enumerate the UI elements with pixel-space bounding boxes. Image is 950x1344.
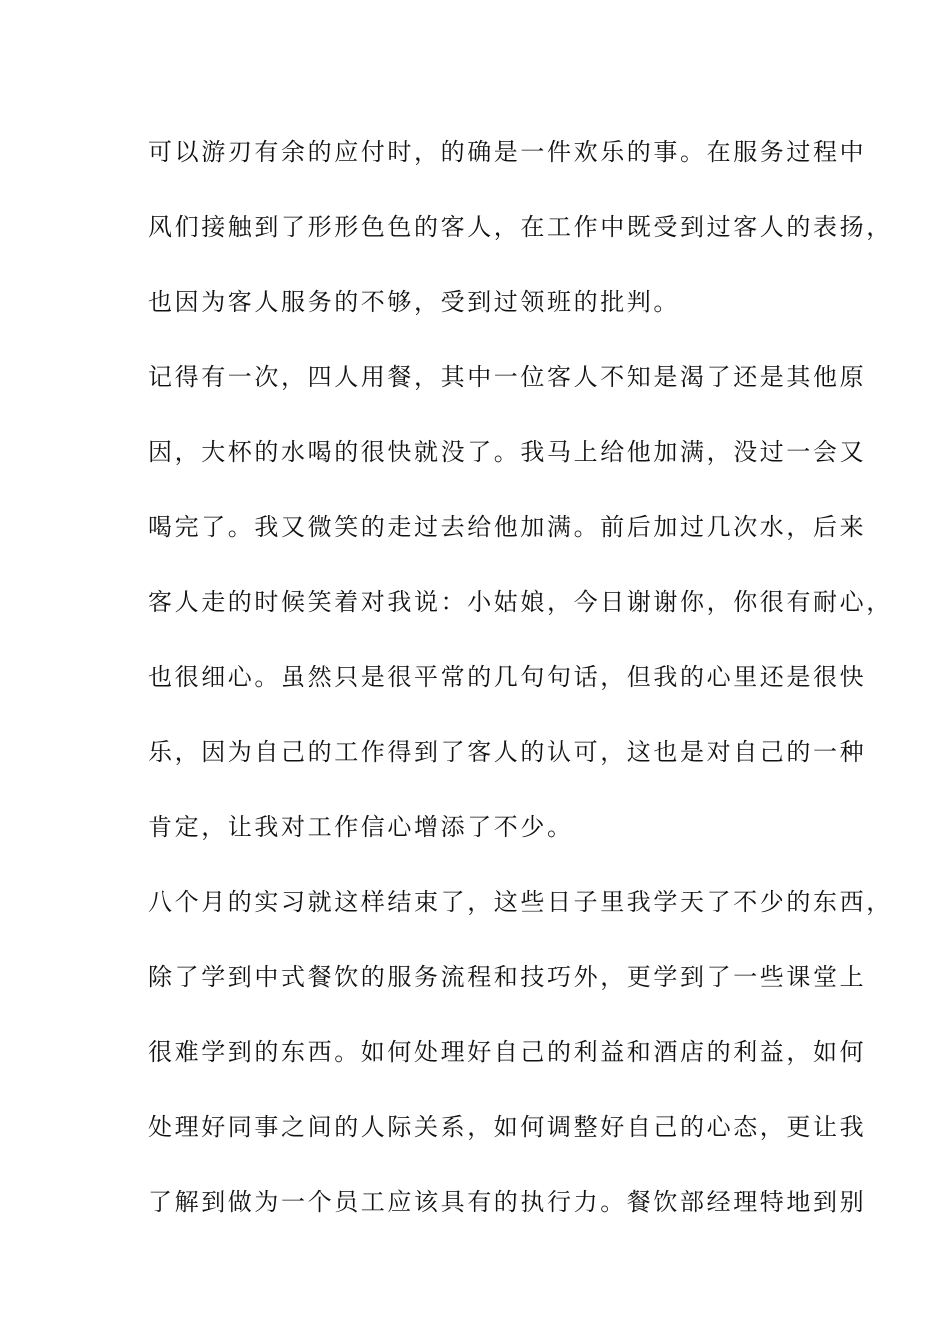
text-line: 很难学到的东西。如何处理好自己的利益和酒店的利益，如何 <box>148 1038 867 1066</box>
text-line: 记得有一次，四人用餐，其中一位客人不知是渴了还是其他原 <box>148 363 867 391</box>
text-line: 处理好同事之间的人际关系，如何调整好自己的心态，更让我 <box>148 1113 867 1141</box>
text-line: 也很细心。虽然只是很平常的几句句话，但我的心里还是很快 <box>148 663 867 691</box>
text-line: 了解到做为一个员工应该具有的执行力。餐饮部经理特地到别 <box>148 1188 867 1216</box>
text-line: 风们接触到了形形色色的客人，在工作中既受到过客人的表扬， <box>148 213 893 241</box>
text-line: 可以游刃有余的应付时，的确是一件欢乐的事。在服务过程中 <box>148 138 867 166</box>
text-line: 八个月的实习就这样结束了，这些日子里我学天了不少的东西， <box>148 888 893 916</box>
text-line: 喝完了。我又微笑的走过去给他加满。前后加过几次水，后来 <box>148 513 867 541</box>
text-line: 除了学到中式餐饮的服务流程和技巧外，更学到了一些课堂上 <box>148 963 867 991</box>
text-line: 客人走的时候笑着对我说：小姑娘，今日谢谢你，你很有耐心， <box>148 588 893 616</box>
text-line: 也因为客人服务的不够，受到过领班的批判。 <box>148 288 680 316</box>
text-line: 乐，因为自己的工作得到了客人的认可，这也是对自己的一种 <box>148 738 867 766</box>
text-line: 因，大杯的水喝的很快就没了。我马上给他加满，没过一会又 <box>148 438 867 466</box>
text-line: 肯定，让我对工作信心增添了不少。 <box>148 813 574 841</box>
